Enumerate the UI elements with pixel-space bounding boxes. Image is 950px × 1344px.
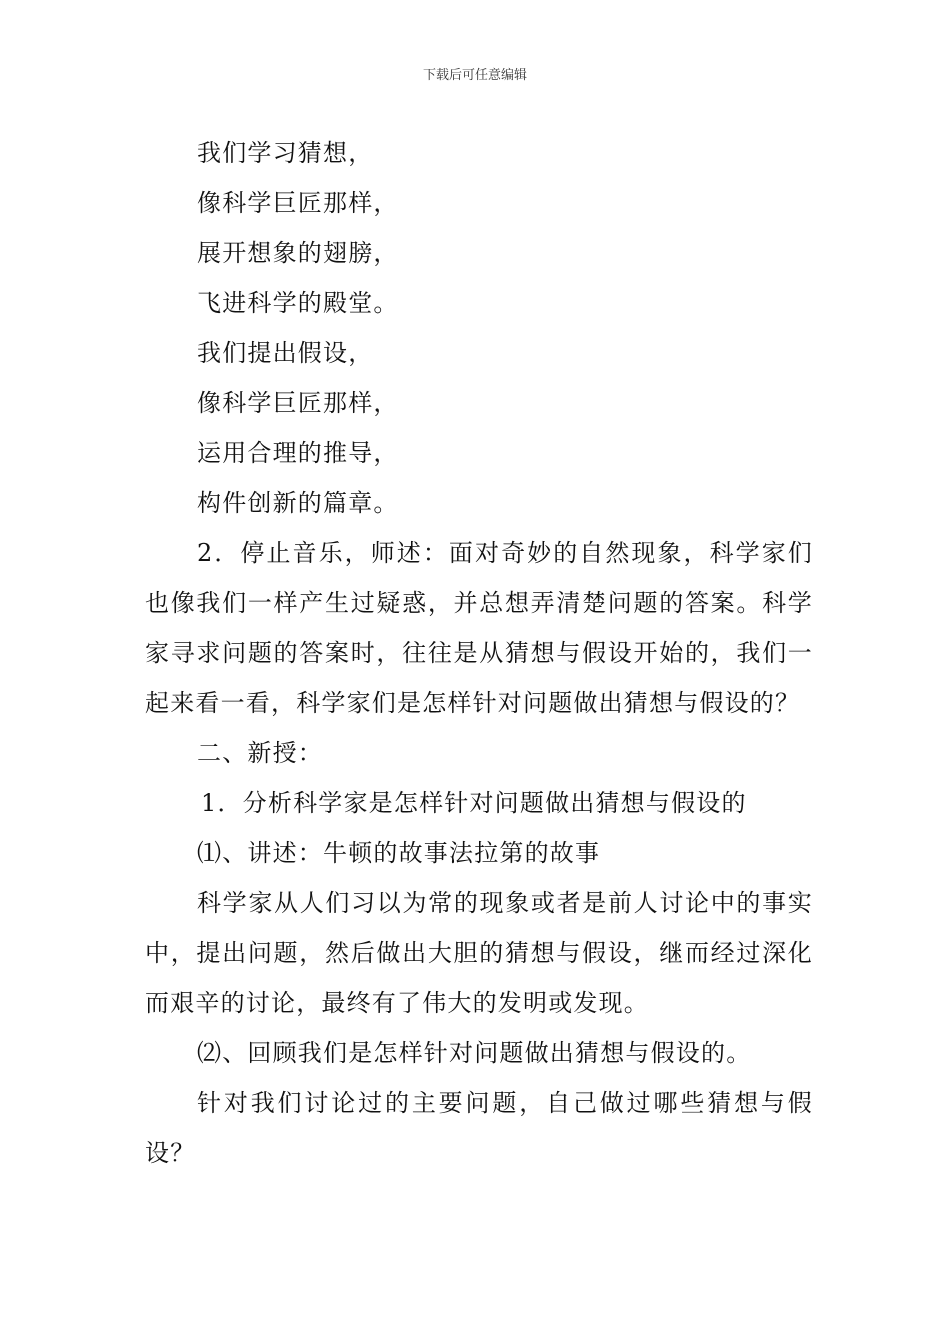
poem-line-4: 飞进科学的殿堂。 [197,289,399,317]
paragraph-stop-music: 2．停止音乐，师述：面对奇妙的自然现象，科学家们也像我们一样产生过疑惑，并总想弄清楚问题的答案。科学家寻求问题的答案时，往往是从猜想与假设开始的，我们一起来看一看，科学家们是怎样针对问题做出猜想与假设的？ [145,539,813,717]
poem-line-8: 构件创新的篇章。 [197,489,399,517]
poem-line-2: 像科学巨匠那样， [197,189,399,217]
list-item-1: 1．分析科学家是怎样针对问题做出猜想与假设的 [201,789,747,817]
poem-line-1: 我们学习猜想， [197,139,374,167]
paragraph-scientists: 科学家从人们习以为常的现象或者是前人讨论中的事实中，提出问题，然后做出大胆的猜想与假设，继而经过深化而艰辛的讨论，最终有了伟大的发明或发现。 [145,889,813,1017]
sub-item-2: ⑵、回顾我们是怎样针对问题做出猜想与假设的。 [197,1039,752,1067]
poem-line-5: 我们提出假设， [197,339,374,367]
poem-line-3: 展开想象的翅膀， [197,239,399,267]
page-header: 下载后可任意编辑 [422,68,527,83]
sub-item-1: ⑴、讲述：牛顿的故事法拉第的故事 [197,839,601,867]
paragraph-question: 针对我们讨论过的主要问题，自己做过哪些猜想与假设？ [145,1089,813,1167]
document-body [145,128,813,1178]
poem-line-7: 运用合理的推导， [197,439,399,467]
poem-line-6: 像科学巨匠那样， [197,389,399,417]
section-heading-new: 二、新授： [197,739,323,767]
